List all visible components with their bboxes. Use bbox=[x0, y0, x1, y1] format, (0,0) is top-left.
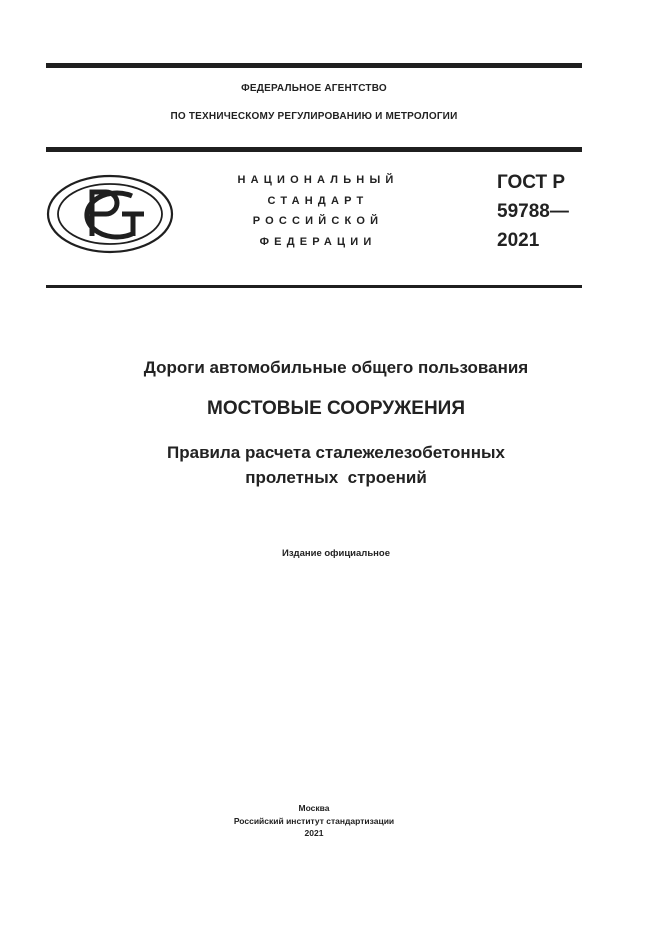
national-standard-line: РОССИЙСКОЙ bbox=[252, 215, 384, 227]
document-title-line3 bbox=[46, 440, 626, 490]
national-standard-line: НАЦИОНАЛЬНЫЙ bbox=[237, 174, 399, 186]
document-title-line2: МОСТОВЫЕ СООРУЖЕНИЯ bbox=[207, 398, 465, 419]
national-standard-line: ФЕДЕРАЦИИ bbox=[259, 235, 377, 248]
footer-year: 2021 bbox=[304, 828, 324, 838]
edition-label: Издание официальное bbox=[282, 548, 390, 559]
national-standard-line: СТАНДАРТ bbox=[267, 194, 369, 207]
document-subtitle-b: пролетных строений bbox=[245, 468, 427, 487]
document-subtitle-a: Правила расчета сталежелезобетонных bbox=[167, 443, 505, 462]
designation-line3: 2021 bbox=[497, 230, 540, 251]
footer-publisher: Российский институт стандартизации bbox=[233, 815, 395, 826]
header-rule bbox=[46, 147, 582, 152]
national-standard-label bbox=[220, 170, 416, 252]
rst-emblem-icon bbox=[46, 174, 174, 254]
publisher-footer bbox=[46, 802, 582, 840]
agency-name-line1: ФЕДЕРАЛЬНОЕ АГЕНТСТВО bbox=[241, 83, 387, 94]
designation-line1: ГОСТ Р bbox=[497, 172, 566, 193]
designation-line2: 59788— bbox=[497, 201, 569, 222]
agency-name-line2: ПО ТЕХНИЧЕСКОМУ РЕГУЛИРОВАНИЮ И МЕТРОЛОГИИ bbox=[170, 111, 458, 122]
header-bottom-rule bbox=[46, 285, 582, 288]
footer-city: Москва bbox=[298, 803, 330, 813]
document-title-line1: Дороги автомобильные общего пользования bbox=[143, 358, 529, 377]
standard-designation bbox=[497, 168, 569, 255]
top-rule bbox=[46, 63, 582, 68]
